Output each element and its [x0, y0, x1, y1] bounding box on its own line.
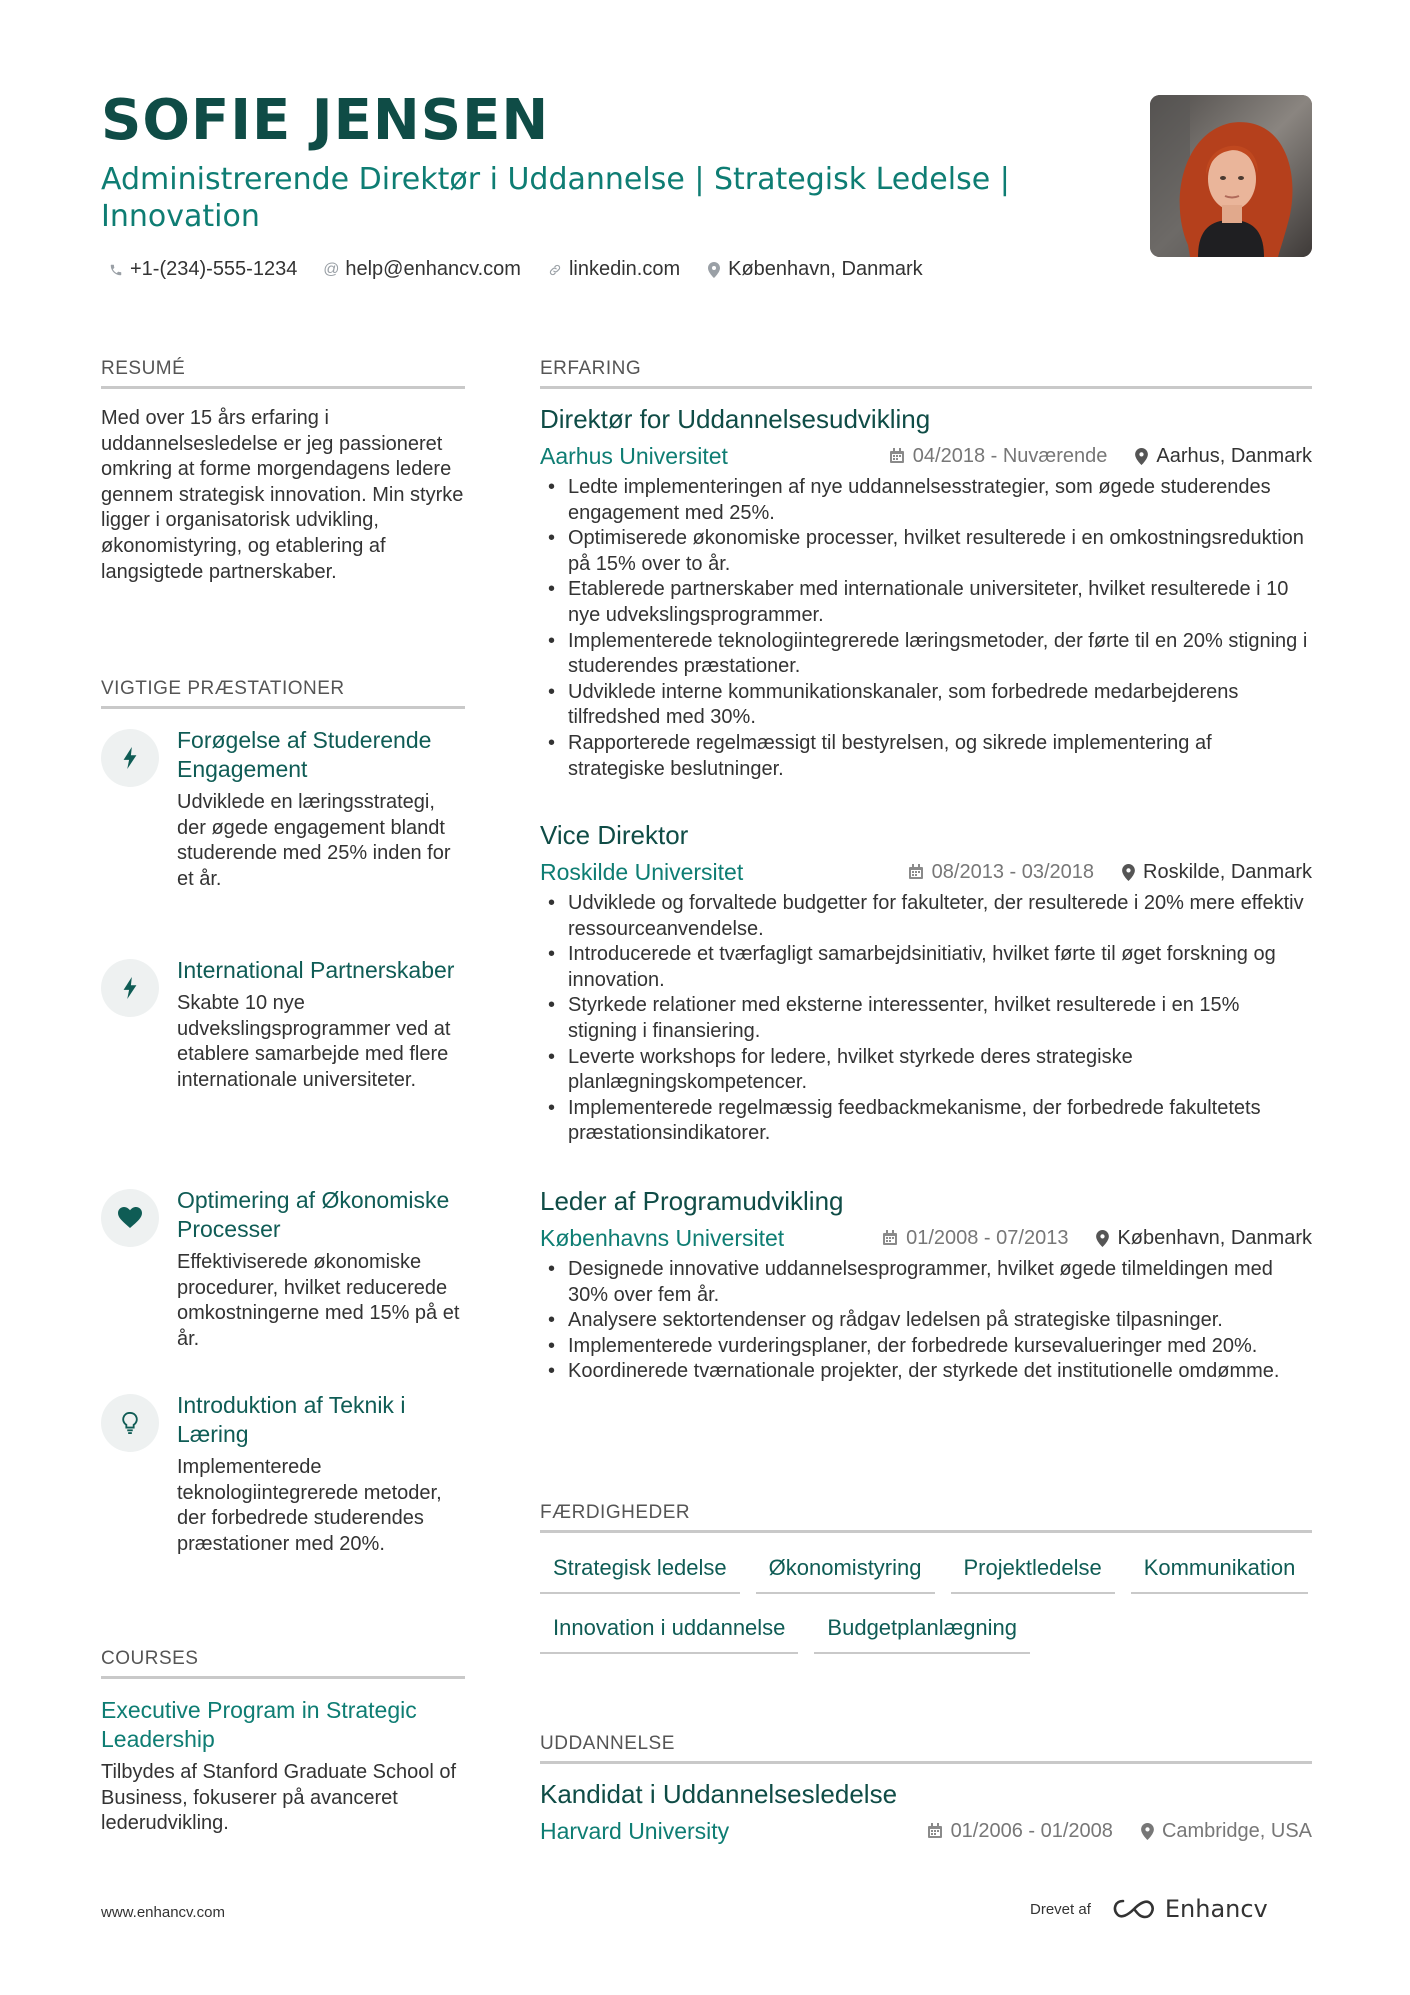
at-icon: @: [323, 260, 340, 278]
contact-email-text: help@enhancv.com: [345, 258, 521, 280]
job-bullet: • Implementerede regelmæssig feedbackmekanisme, der forbedrede fakultetets præstationsindikatorer.: [540, 1096, 1312, 1147]
contact-email[interactable]: [323, 258, 521, 281]
location-pin-icon: [1122, 864, 1135, 881]
contact-bar: [108, 258, 923, 281]
job-dates: 08/2013 - 03/2018: [931, 860, 1095, 883]
job-bullet: • Introducerede et tværfagligt samarbejdsinitiativ, hvilket førte til øget forskning og innovation.: [540, 942, 1312, 993]
job-entry: [540, 402, 1312, 782]
link-icon: [547, 263, 563, 277]
job-bullet: • Udviklede interne kommunikationskanaler, som forbedrede medarbejderens tilfredshed med 30%.: [540, 680, 1312, 731]
education-location: Cambridge, USA: [1161, 1819, 1312, 1842]
achievement-item: [101, 726, 465, 892]
achievement-title: Introduktion af Teknik i Læring: [177, 1392, 406, 1447]
courses-heading: COURSES: [101, 1648, 465, 1679]
achievement-title: Optimering af Økonomiske Processer: [177, 1187, 450, 1242]
course-description: Tilbydes af Stanford Graduate School of Business, fokuserer på avanceret lederudvikling.: [101, 1761, 457, 1835]
contact-linkedin-text: linkedin.com: [568, 258, 681, 280]
job-organization: Roskilde Universitet: [540, 858, 744, 885]
job-bullet: • Koordinerede tværnationale projekter, der styrkede det institutionelle omdømme.: [540, 1359, 1312, 1385]
powered-by-label: Drevet af: [1030, 1900, 1091, 1918]
achievements-heading: VIGTIGE PRÆSTATIONER: [101, 678, 465, 709]
job-bullet: • Styrkede relationer med eksterne interessenter, hvilket resulterede i en 15% stigning i finansiering.: [540, 993, 1312, 1044]
job-bullets: [540, 891, 1312, 1147]
education-degree: Kandidat i Uddannelsesledelse: [540, 1779, 898, 1809]
education-school: Harvard University: [540, 1817, 730, 1844]
job-dates: 01/2008 - 07/2013: [906, 1226, 1069, 1249]
education-heading: UDDANNELSE: [540, 1733, 1312, 1764]
job-entry: [540, 818, 1312, 1147]
job-location: Aarhus, Danmark: [1156, 444, 1312, 467]
achievement-item: [101, 1391, 465, 1557]
job-location: København, Danmark: [1117, 1226, 1312, 1249]
location-pin-icon: [706, 262, 722, 278]
education-dates: 01/2006 - 01/2008: [950, 1819, 1113, 1842]
achievement-title: International Partnerskaber: [177, 957, 455, 983]
skill-tag: Projektledelse: [951, 1554, 1115, 1594]
job-bullet: • Etablerede partnerskaber med internationale universiteter, hvilket resulterede i 10 nye udvekslingsprogrammer.: [540, 577, 1312, 628]
skill-tag: Økonomistyring: [756, 1554, 935, 1594]
lightning-icon: [101, 729, 159, 787]
achievement-description: Implementerede teknologiintegrerede metoder, der forbedrede studerendes præstationer med 20%.: [177, 1456, 442, 1555]
job-bullet: • Implementerede teknologiintegrerede læringsmetoder, der førte til en 20% stigning i studerendes præstationer.: [540, 629, 1312, 680]
job-bullet: • Implementerede vurderingsplaner, der forbedrede kursevalueringer med 20%.: [540, 1334, 1312, 1360]
contact-phone-text: +1-(234)-555-1234: [130, 258, 298, 280]
location-pin-icon: [1135, 448, 1148, 465]
contact-linkedin[interactable]: [547, 258, 680, 281]
contact-location: [706, 258, 923, 281]
achievement-description: Skabte 10 nye udvekslingsprogrammer ved at etablere samarbejde med flere internationale universiteter.: [177, 992, 451, 1091]
footer-branding: [1030, 1895, 1268, 1923]
job-bullet: • Designede innovative uddannelsesprogrammer, hvilket øgede tilmeldingen med 30% over fem år.: [540, 1257, 1312, 1308]
job-bullet: • Rapporterede regelmæssigt til bestyrelsen, og sikrede implementering af strategiske beslutninger.: [540, 731, 1312, 782]
experience-heading: ERFARING: [540, 358, 1312, 389]
lightbulb-icon: [101, 1394, 159, 1452]
job-bullet: • Leverte workshops for ledere, hvilket styrkede deres strategiske planlægningskompetencer.: [540, 1045, 1312, 1096]
candidate-headline: Administrerende Direktør i Uddannelse | Strategisk Ledelse | Innovation: [101, 162, 1010, 234]
calendar-icon: [889, 448, 905, 464]
achievement-item: [101, 956, 465, 1093]
job-dates: 04/2018 - Nuværende: [912, 444, 1108, 467]
skill-tag: Strategisk ledelse: [540, 1554, 740, 1594]
job-location: Roskilde, Danmark: [1143, 860, 1312, 883]
skills-list: [540, 1554, 1312, 1654]
job-bullets: [540, 475, 1312, 782]
achievement-item: [101, 1186, 465, 1352]
job-bullet: • Ledte implementeringen af nye uddannelsesstrategier, som øgede studerendes engagement med 25%.: [540, 475, 1312, 526]
skill-tag: Innovation i uddannelse: [540, 1614, 798, 1654]
location-pin-icon: [1096, 1230, 1109, 1247]
job-role: Vice Direktor: [540, 820, 689, 850]
summary-text: Med over 15 års erfaring i uddannelsesledelse er jeg passioneret omkring at forme morgendagens ledere gennem strategisk innovation. Min styrke ligger i organisatorisk udvikling, økonomistyring, og etablering af langsigtede partnerskaber.: [101, 407, 464, 583]
education-entry: [540, 1777, 1312, 1847]
contact-location-text: København, Danmark: [728, 258, 923, 280]
contact-phone[interactable]: [108, 258, 297, 281]
calendar-icon: [927, 1823, 943, 1839]
brand-name: Enhancv: [1164, 1895, 1268, 1923]
job-organization: Aarhus Universitet: [540, 442, 728, 469]
job-bullet: • Analysere sektortendenser og rådgav ledelsen på strategiske tilpasninger.: [540, 1308, 1312, 1334]
footer-website[interactable]: www.enhancv.com: [101, 1904, 225, 1921]
profile-photo: [1150, 95, 1312, 257]
skill-tag: Budgetplanlægning: [814, 1614, 1030, 1654]
job-role: Direktør for Uddannelsesudvikling: [540, 404, 931, 434]
location-pin-icon: [1141, 1823, 1154, 1840]
course-title: Executive Program in Strategic Leadership: [101, 1697, 417, 1752]
job-bullets: [540, 1257, 1312, 1385]
achievement-description: Effektiviserede økonomiske procedurer, hvilket reducerede omkostningerne med 15% på et år.: [177, 1251, 460, 1350]
course-item: [101, 1696, 465, 1837]
phone-icon: [108, 263, 124, 277]
job-bullet: • Optimiserede økonomiske processer, hvilket resulterede i en omkostningsreduktion på 15% over to år.: [540, 526, 1312, 577]
enhancv-logo-icon: [1111, 1897, 1157, 1921]
calendar-icon: [908, 864, 924, 880]
job-bullet: • Udviklede og forvaltede budgetter for fakulteter, der resulterede i 20% mere effektiv ressourceanvendelse.: [540, 891, 1312, 942]
achievement-description: Udviklede en læringsstrategi, der øgede engagement blandt studerende med 25% inden for et år.: [177, 791, 451, 890]
brand-logo[interactable]: [1111, 1895, 1268, 1923]
job-entry: [540, 1184, 1312, 1385]
lightning-icon: [101, 959, 159, 1017]
candidate-name: SOFIE JENSEN: [101, 88, 550, 153]
calendar-icon: [882, 1230, 898, 1246]
summary-heading: RESUMÉ: [101, 358, 465, 389]
achievement-title: Forøgelse af Studerende Engagement: [177, 727, 432, 782]
job-organization: Københavns Universitet: [540, 1224, 785, 1251]
job-role: Leder af Programudvikling: [540, 1186, 844, 1216]
skill-tag: Kommunikation: [1131, 1554, 1309, 1594]
skills-heading: FÆRDIGHEDER: [540, 1502, 1312, 1533]
heart-icon: [101, 1189, 159, 1247]
